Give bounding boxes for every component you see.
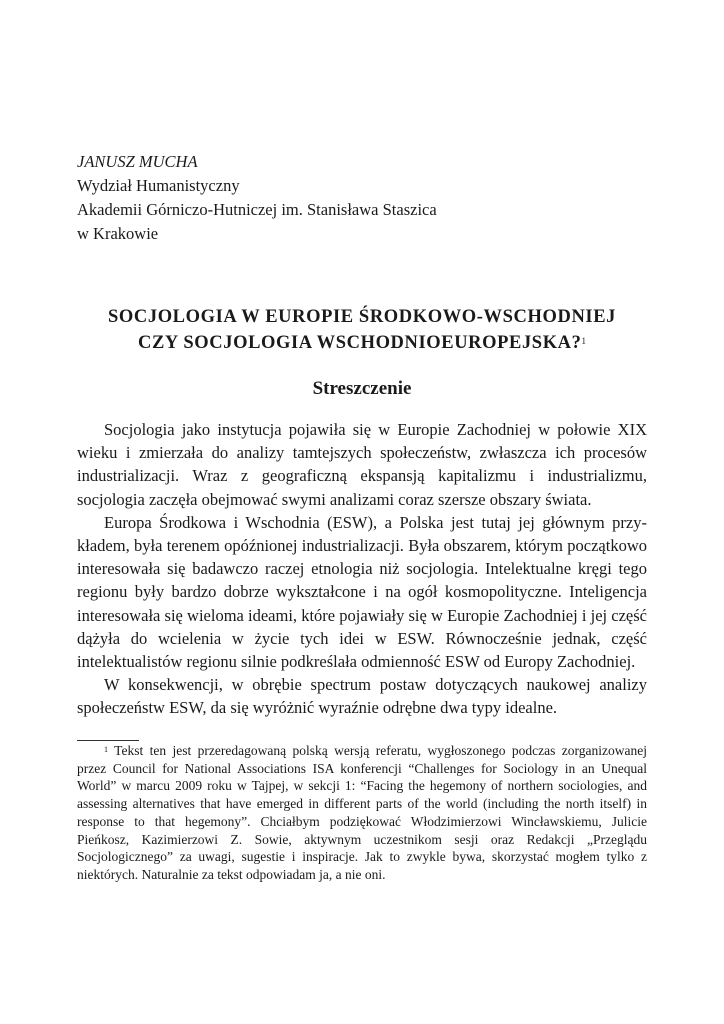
title-line-2 — [77, 330, 647, 356]
abstract-paragraph: W konsekwencji, w obrębie spectrum postaw dotyczących naukowej analizy społeczeństw ESW, da się wyróżnić wyraźnie odrębne dwa typy idealne. — [77, 675, 647, 718]
title-footnote-marker[interactable]: 1 — [581, 336, 586, 346]
abstract-paragraph: Socjologia jako instytucja pojawiła się w Europie Zachodniej w połowie XIX wieku i zmierzała do analizy tamtejszych społeczeństw, zwłaszcza ich procesów industrializacji. Wraz z geograficzną ekspansją kapitalizmu i industrializmu, socjologia zaczęła obejmować swymi analizami coraz szersze obszary świata. — [77, 420, 647, 509]
article-page — [77, 150, 647, 720]
footnote-text: Tekst ten jest przeredagowaną polską wersją referatu, wygłoszonego podczas zorganizowanej przez Council for National Associations ISA konferencji “Challenges for Sociology in an Unequal World” w marcu 2009 roku w Tajpej, w sekcji 1: “Facing the hegemony of northern sociologies, and assessing alternatives that have emerged in different parts of the world (including the north itself) in response to that hegemony”. Chciałbym podziękować Włodzimierzowi Wincławskiemu, Julicie Pieńkosz, Kazimierzowi Z. Sowie, aktywnym uczestnikom sesji oraz Redakcji „Przeglądu Socjologicznego” za uwagi, sugestie i inspiracje. Jak to zwykle bywa, skorzystać mogłem tylko z niektórych. Naturalnie za tekst odpowiadam ja, a nie oni. — [77, 743, 647, 882]
abstract-body — [77, 418, 647, 720]
author-name: JANUSZ MUCHA — [77, 152, 198, 171]
affiliation-line: Akademii Górniczo-Hutniczej im. Stanisława Staszica — [77, 200, 437, 219]
abstract-heading: Streszczenie — [312, 378, 412, 399]
footnote — [77, 742, 647, 884]
title-line-1: SOCJOLOGIA W EUROPIE ŚRODKOWO-WSCHODNIEJ — [108, 307, 616, 327]
footnote-marker: 1 — [104, 745, 108, 754]
article-title — [77, 304, 647, 356]
author-block — [77, 150, 647, 246]
footnote-divider — [77, 740, 139, 741]
affiliation-line: Wydział Humanistyczny — [77, 176, 240, 195]
title-line-2-text: CZY SOCJOLOGIA WSCHODNIOEUROPEJSKA? — [138, 333, 582, 353]
affiliation-line: w Krakowie — [77, 224, 159, 243]
abstract-paragraph: Europa Środkowa i Wschodnia (ESW), a Polska jest tutaj jej głównym przykładem, była terenem opóźnionej industrializacji. Była obszarem, którym początkowo interesowała się badawczo raczej etnologia niż socjologia. Intelektualne kręgi tego regionu były bardzo dobrze wykształcone i na ogół kosmopolityczne. Inteligencja interesowała się wieloma ideami, które pojawiały się w Europie Zachodniej i jej część dążyła do wcielenia w życie tych idei w ESW. Równocześnie jednak, część intelektualistów regionu silnie podkreślała odmienność ESW od Europy Zachodniej. — [77, 512, 647, 672]
